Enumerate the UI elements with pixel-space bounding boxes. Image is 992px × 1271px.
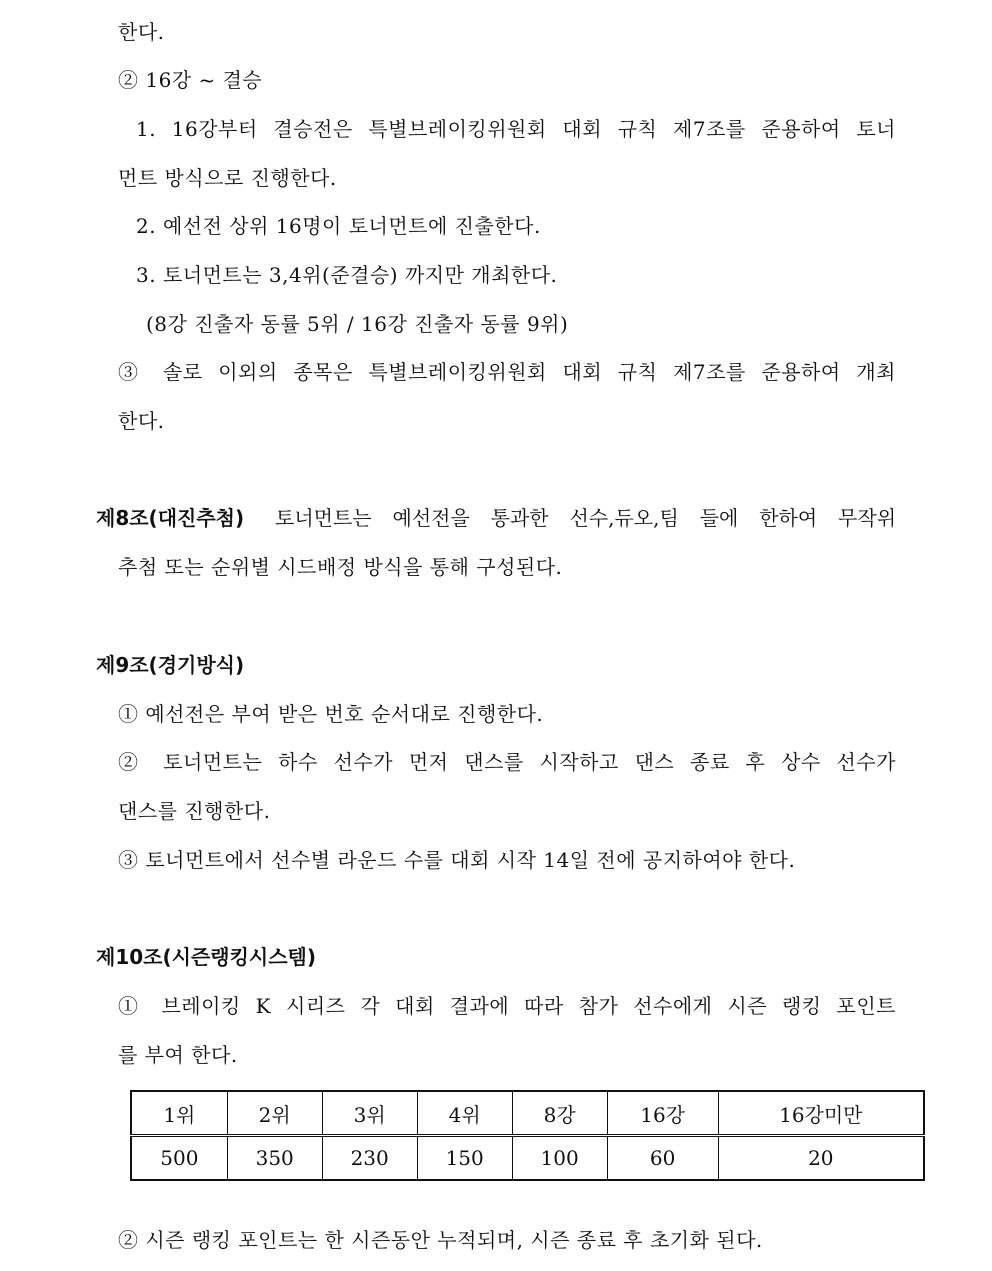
text-line: 3. 토너먼트는 3,4위(준결승) 까지만 개최한다. [136,263,558,287]
list-item: ② 토너먼트는 하수 선수가 먼저 댄스를 시작하고 댄스 종료 후 상수 선수가 [118,750,896,774]
list-item: ① 예선전은 부여 받은 번호 순서대로 진행한다. [118,702,544,726]
table-header-cell: 16강 [607,1091,718,1136]
text-line: (8강 진출자 동률 5위 / 16강 진출자 동률 9위) [146,312,569,336]
text-line: 한다. [118,409,165,433]
text-line: 1. 16강부터 결승전은 특별브레이킹위원회 대회 규칙 제7조를 준용하여 토너 [136,117,896,141]
table-cell: 230 [322,1136,417,1181]
table-cell: 150 [417,1136,512,1181]
list-item: ③ 토너먼트에서 선수별 라운드 수를 대회 시작 14일 전에 공지하여야 한다. [118,848,796,872]
article-8-text: 토너먼트는 예선전을 통과한 선수,듀오,팀 들에 한하여 무작위 [275,506,897,530]
text-line: 먼트 방식으로 진행한다. [118,166,337,190]
article-8-line [96,504,896,532]
list-item: ② 시즌 랭킹 포인트는 한 시즌동안 누적되며, 시즌 종료 후 초기화 된다. [118,1228,763,1252]
table-header-cell: 2위 [227,1091,322,1136]
table-cell: 350 [227,1136,322,1181]
ranking-points-table [130,1090,925,1181]
text-line: ③ 솔로 이외의 종목은 특별브레이킹위원회 대회 규칙 제7조를 준용하여 개최 [118,360,896,384]
article-8-heading: 제8조(대진추첨) [96,506,245,530]
table-header-cell: 8강 [512,1091,607,1136]
article-9-heading: 제9조(경기방식) [96,653,245,677]
text-line: 2. 예선전 상위 16명이 토너먼트에 진출한다. [136,214,541,238]
table-header-cell: 16강미만 [718,1091,924,1136]
text-line: 한다. [118,20,165,44]
table-cell: 500 [131,1136,227,1181]
text-line: 를 부여 한다. [118,1043,238,1067]
table-header-cell: 4위 [417,1091,512,1136]
text-line: 추첨 또는 순위별 시드배정 방식을 통해 구성된다. [118,555,563,579]
list-item: ① 브레이킹 K 시리즈 각 대회 결과에 따라 참가 선수에게 시즌 랭킹 포인트 [118,994,896,1018]
table-header-cell: 3위 [322,1091,417,1136]
table-row [131,1136,924,1181]
table-cell: 100 [512,1136,607,1181]
text-line: 댄스를 진행한다. [118,799,271,823]
table-cell: 20 [718,1136,924,1181]
table-header-row [131,1091,924,1136]
sub-item-heading: ② 16강 ~ 결승 [118,68,263,92]
table-cell: 60 [607,1136,718,1181]
table-header-cell: 1위 [131,1091,227,1136]
article-10-heading: 제10조(시즌랭킹시스템) [96,945,316,969]
